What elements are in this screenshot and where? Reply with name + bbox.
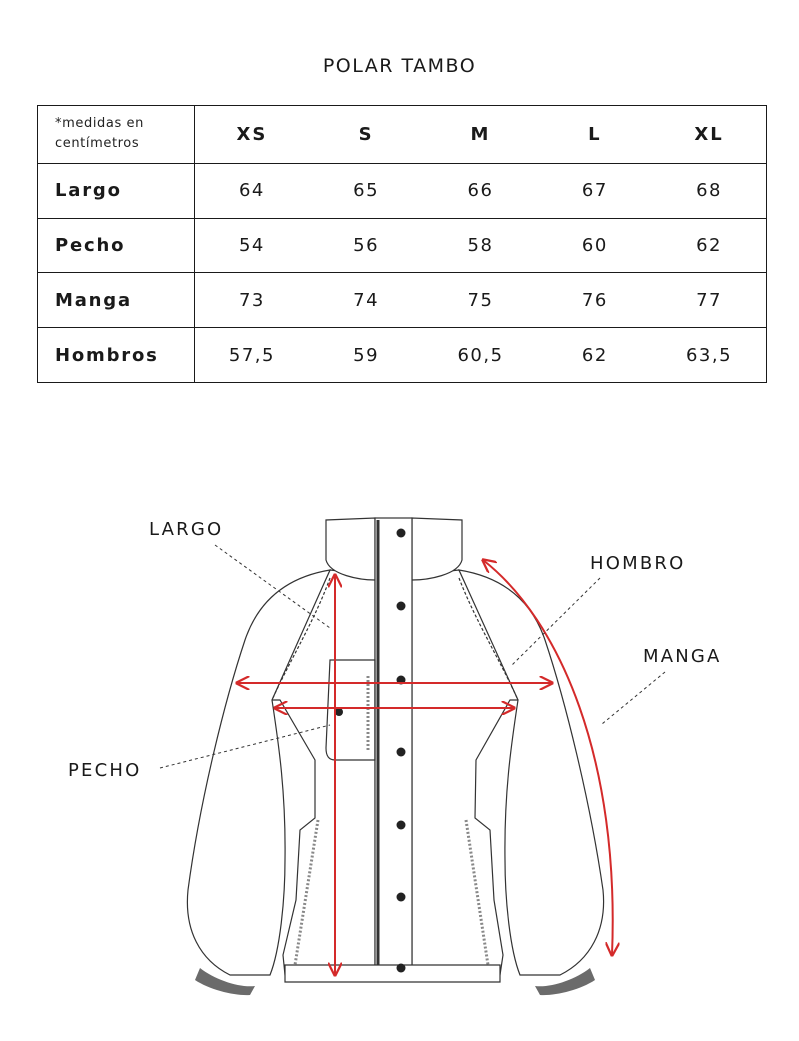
row-label: Hombros (38, 328, 195, 383)
table-cell: 64 (195, 163, 309, 218)
row-label: Pecho (38, 218, 195, 273)
units-note-line-1: *medidas en (55, 116, 144, 132)
size-header-xs: XS (236, 123, 268, 145)
table-cell: 57,5 (195, 328, 309, 383)
row-label: Manga (38, 273, 195, 328)
callout-pecho: PECHO (68, 760, 142, 781)
callout-largo: LARGO (149, 519, 224, 540)
size-header-l: L (588, 123, 602, 145)
size-header-m: M (470, 123, 491, 145)
size-header-xl: XL (694, 123, 724, 145)
table-cell: 62 (652, 218, 766, 273)
table-cell: 56 (309, 218, 423, 273)
table-cell: 74 (309, 273, 423, 328)
table-cell: 76 (538, 273, 652, 328)
table-cell: 65 (309, 163, 423, 218)
table-cell: 59 (309, 328, 423, 383)
table-cell: 63,5 (652, 328, 766, 383)
units-note-line-2: centímetros (55, 136, 140, 152)
table-cell: 66 (423, 163, 537, 218)
row-label: Largo (38, 163, 195, 218)
table-cell: 75 (423, 273, 537, 328)
table-cell: 67 (538, 163, 652, 218)
size-header-s: S (358, 123, 374, 145)
table-cell: 77 (652, 273, 766, 328)
callout-manga: MANGA (643, 646, 722, 667)
table-cell: 62 (538, 328, 652, 383)
table-cell: 68 (652, 163, 766, 218)
page-title: POLAR TAMBO (322, 55, 477, 77)
table-cell: 60,5 (423, 328, 537, 383)
table-cell: 58 (423, 218, 537, 273)
jacket-outline (187, 518, 603, 995)
table-cell: 73 (195, 273, 309, 328)
table-cell: 60 (538, 218, 652, 273)
callout-hombro: HOMBRO (590, 553, 686, 574)
table-cell: 54 (195, 218, 309, 273)
